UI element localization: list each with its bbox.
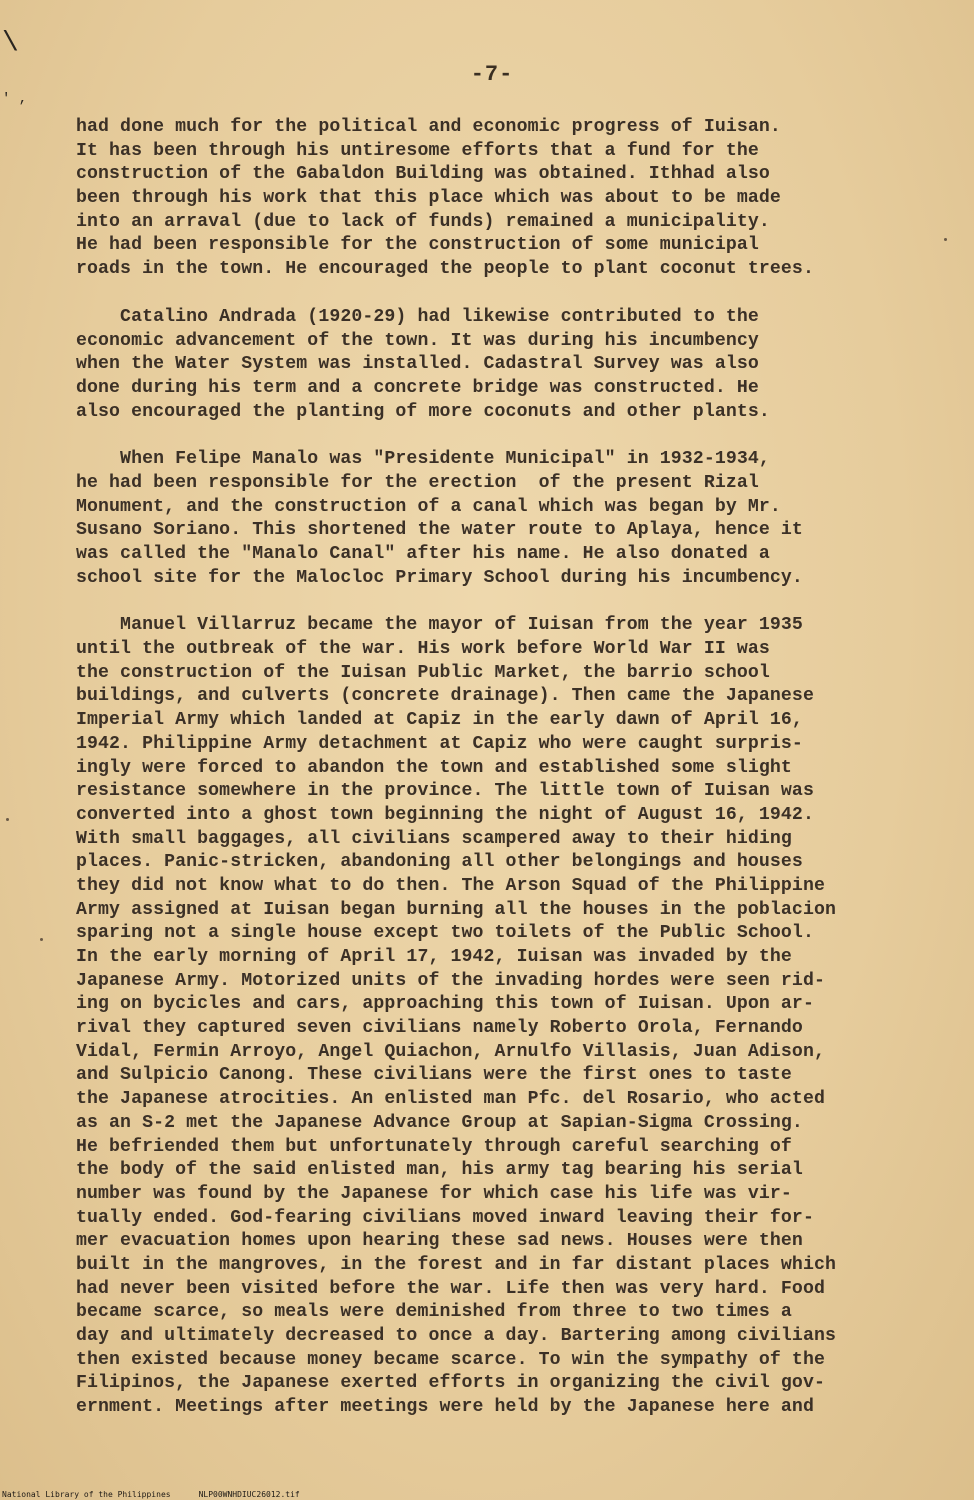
text-line: converted into a ghost town beginning the night of August 16, 1942.	[76, 804, 814, 825]
text-line: the construction of the Iuisan Public Market, the barrio school	[76, 662, 770, 683]
text-line: had never been visited before the war. Life then was very hard. Food	[76, 1278, 825, 1299]
text-line: sparing not a single house except two toilets of the Public School.	[76, 923, 814, 944]
text-line: buildings, and culverts (concrete drainage). Then came the Japanese	[76, 686, 814, 707]
text-line: Imperial Army which landed at Capiz in the early dawn of April 16,	[76, 710, 803, 731]
text-line: 1942. Philippine Army detachment at Capiz who were caught surpris-	[76, 733, 803, 754]
text-line: as an S-2 met the Japanese Advance Group at Sapian-Sigma Crossing.	[76, 1112, 803, 1133]
text-line: Army assigned at Iuisan began burning all the houses in the poblacion	[76, 899, 836, 920]
text-line: With small baggages, all civilians scampered away to their hiding	[76, 828, 792, 849]
text-line: resistance somewhere in the province. The little town of Iuisan was	[76, 781, 814, 802]
paragraph	[76, 614, 906, 1419]
text-line: He befriended them but unfortunately through careful searching of	[76, 1136, 792, 1157]
text-line: they did not know what to do then. The Arson Squad of the Philippine	[76, 875, 825, 896]
text-line: tually ended. God-fearing civilians moved inward leaving their for-	[76, 1207, 814, 1228]
text-line: In the early morning of April 17, 1942, Iuisan was invaded by the	[76, 947, 792, 967]
text-line: roads in the town. He encouraged the people to plant coconut trees.	[76, 259, 814, 280]
text-line: ing on bycicles and cars, approaching this town of Iuisan. Upon ar-	[76, 994, 814, 1015]
paper-speck	[944, 238, 947, 241]
text-line: became scarce, so meals were deminished from three to two times a	[76, 1302, 792, 1323]
text-line: built in the mangroves, in the forest and in far distant places which	[76, 1254, 836, 1275]
text-line: was called the "Manalo Canal" after his name. He also donated a	[76, 544, 770, 564]
footer-library: National Library of the Philippines	[2, 1490, 171, 1499]
text-line: done during his term and a concrete bridge was constructed. He	[76, 377, 759, 398]
text-line: construction of the Gabaldon Building was obtained. Ithhad also	[76, 164, 770, 185]
text-line: had done much for the political and economic progress of Iuisan.	[76, 117, 781, 137]
paper-speck	[40, 938, 43, 941]
text-line: and Sulpicio Canong. These civilians were the first ones to taste	[76, 1065, 792, 1086]
text-line: Susano Soriano. This shortened the water route to Aplaya, hence it	[76, 520, 803, 541]
text-line: day and ultimately decreased to once a day. Bartering among civilians	[76, 1326, 836, 1346]
text-line: Monument, and the construction of a canal which was began by Mr.	[76, 496, 781, 517]
text-line: Japanese Army. Motorized units of the invading hordes were seen rid-	[76, 970, 825, 991]
text-line: Filipinos, the Japanese exerted efforts in organizing the civil gov-	[76, 1373, 825, 1394]
text-line: places. Panic-stricken, abandoning all other belongings and houses	[76, 852, 803, 873]
paragraph	[76, 448, 906, 590]
text-line: into an arraval (due to lack of funds) remained a municipality.	[76, 211, 770, 232]
page-number: -7-	[470, 62, 514, 87]
text-line: he had been responsible for the erection of the present Rizal	[76, 472, 759, 493]
footer-filename: NLP00WNHDIUC26012.tif	[198, 1490, 300, 1499]
margin-marks: \ ' ,	[2, 28, 28, 107]
text-line: It has been through his untiresome efforts that a fund for the	[76, 140, 759, 161]
text-line: until the outbreak of the war. His work before World War II was	[76, 639, 770, 660]
text-line: the body of the said enlisted man, his army tag bearing his serial	[76, 1160, 803, 1181]
text-line: Catalino Andrada (1920-29) had likewise contributed to the	[76, 306, 759, 327]
text-line: He had been responsible for the construction of some municipal	[76, 235, 759, 256]
text-line: school site for the Malocloc Primary School during his incumbency.	[76, 567, 803, 588]
text-line: been through his work that this place which was about to be made	[76, 188, 781, 209]
text-line: the Japanese atrocities. An enlisted man Pfc. del Rosario, who acted	[76, 1089, 825, 1110]
document-body	[76, 116, 906, 1444]
paragraph	[76, 306, 906, 424]
text-line: mer evacuation homes upon hearing these sad news. Houses were then	[76, 1231, 803, 1252]
text-line: ernment. Meetings after meetings were held by the Japanese here and	[76, 1397, 814, 1418]
text-line: Vidal, Fermin Arroyo, Angel Quiachon, Arnulfo Villasis, Juan Adison,	[76, 1041, 825, 1062]
text-line: when the Water System was installed. Cadastral Survey was also	[76, 354, 759, 375]
text-line: rival they captured seven civilians namely Roberto Orola, Fernando	[76, 1018, 803, 1039]
text-line: number was found by the Japanese for which case his life was vir-	[76, 1183, 792, 1204]
text-line: ingly were forced to abandon the town and established some slight	[76, 757, 792, 778]
text-line: When Felipe Manalo was "Presidente Municipal" in 1932-1934,	[76, 449, 770, 470]
paragraph	[76, 116, 906, 282]
scan-footer	[2, 1490, 328, 1499]
text-line: economic advancement of the town. It was during his incumbency	[76, 330, 759, 351]
text-line: also encouraged the planting of more coconuts and other plants.	[76, 401, 770, 422]
text-line: then existed because money became scarce. To win the sympathy of the	[76, 1349, 825, 1370]
text-line: Manuel Villarruz became the mayor of Iuisan from the year 1935	[76, 615, 803, 636]
paper-speck	[6, 818, 9, 821]
